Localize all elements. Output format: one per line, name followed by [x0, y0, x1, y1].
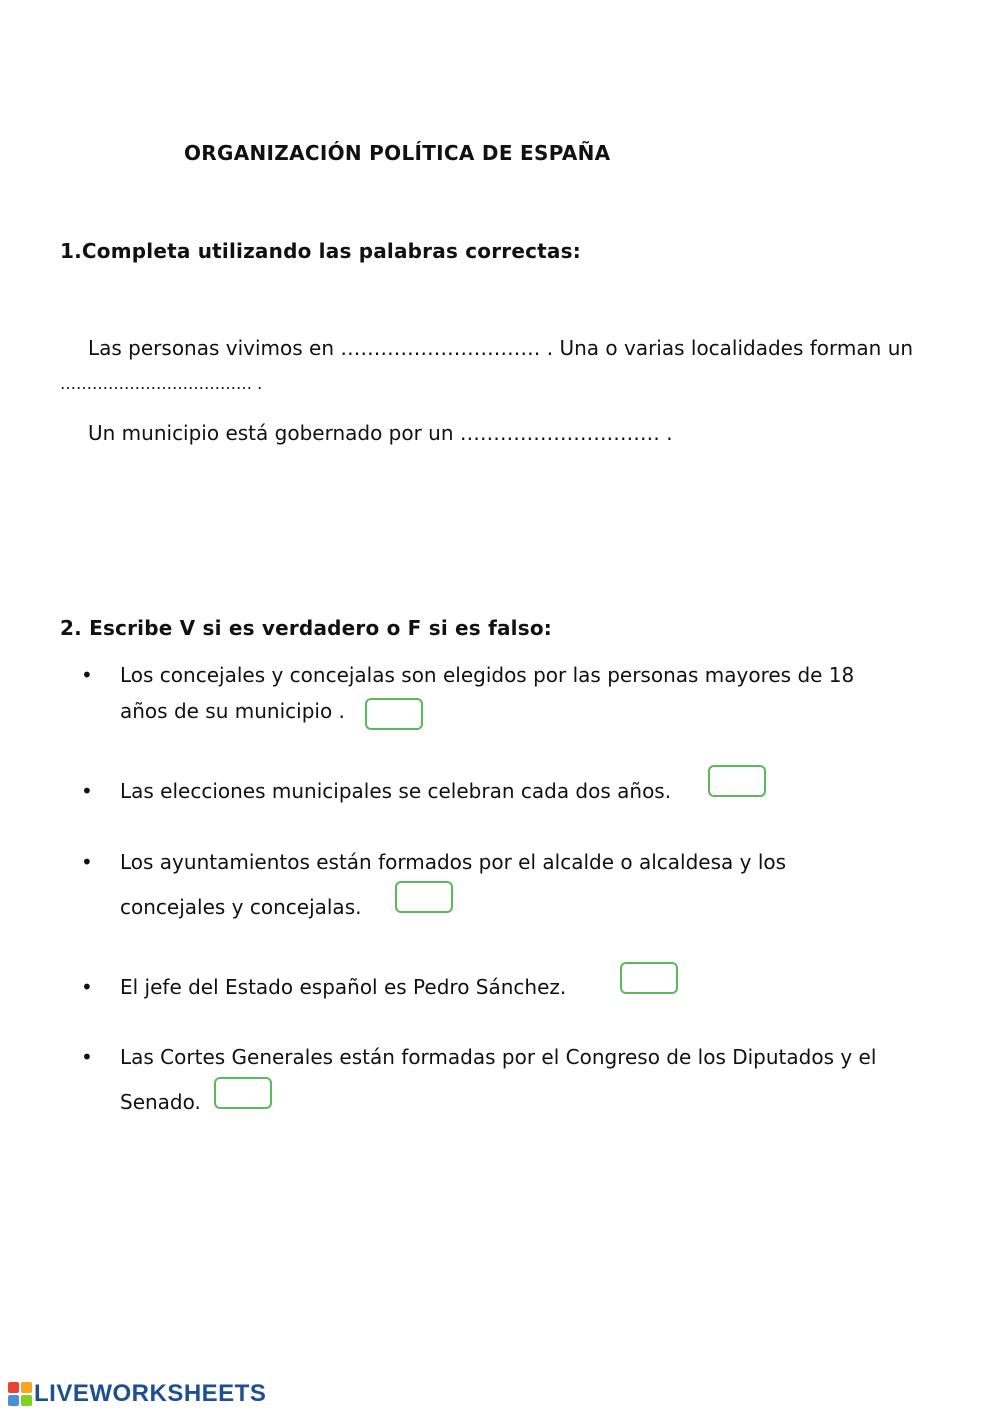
statement-3-line1: Los ayuntamientos están formados por el alcalde o alcaldesa y los — [120, 850, 787, 874]
footer-brand[interactable] — [8, 1380, 266, 1408]
statement-5-line2: Senado. — [120, 1090, 201, 1114]
statement-1-line1: Los concejales y concejalas son elegidos por las personas mayores de 18 — [120, 663, 855, 687]
bullet-icon: • — [81, 779, 93, 803]
fill-line-2: Un municipio está gobernado por un ………………………… . — [88, 421, 673, 445]
answer-box-5[interactable] — [214, 1077, 272, 1109]
statement-3-line2: concejales y concejalas. — [120, 895, 362, 919]
fill-line-1: Las personas vivimos en ………………………… . Una o varias localidades forman un — [88, 336, 914, 360]
section2-heading: 2. Escribe V si es verdadero o F si es falso: — [60, 616, 552, 640]
statement-4-line1: El jefe del Estado español es Pedro Sánchez. — [120, 975, 567, 999]
bullet-icon: • — [81, 663, 93, 687]
footer-brand-text: LIVEWORKSHEETS — [34, 1380, 267, 1407]
liveworksheets-logo-icon — [8, 1382, 32, 1406]
answer-box-4[interactable] — [620, 962, 678, 994]
logo-square-red — [8, 1382, 19, 1393]
logo-square-blue — [8, 1395, 19, 1406]
fill-line-1-continued: ……………………………… . — [60, 374, 263, 393]
answer-box-3[interactable] — [395, 881, 453, 913]
page-title: ORGANIZACIÓN POLÍTICA DE ESPAÑA — [184, 141, 611, 165]
bullet-icon: • — [81, 975, 93, 999]
logo-square-green — [21, 1395, 32, 1406]
answer-box-2[interactable] — [708, 765, 766, 797]
bullet-icon: • — [81, 850, 93, 874]
section1-heading: 1.Completa utilizando las palabras correctas: — [60, 239, 581, 263]
statement-1-line2: años de su municipio . — [120, 699, 345, 723]
logo-square-orange — [21, 1382, 32, 1393]
statement-5-line1: Las Cortes Generales están formadas por el Congreso de los Diputados y el — [120, 1045, 877, 1069]
answer-box-1[interactable] — [365, 698, 423, 730]
bullet-icon: • — [81, 1045, 93, 1069]
statement-2-line1: Las elecciones municipales se celebran cada dos años. — [120, 779, 672, 803]
